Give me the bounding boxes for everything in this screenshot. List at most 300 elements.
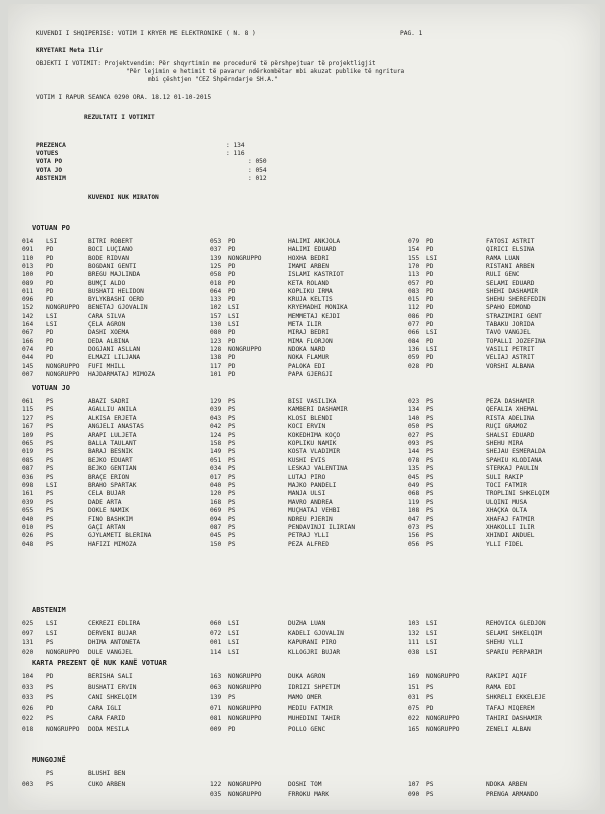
party-code: PD — [46, 279, 54, 287]
party-code: PD — [426, 238, 434, 245]
member-name: SELAMI EDUARD — [486, 279, 535, 287]
member-row — [8, 770, 600, 779]
member-number: 154 — [408, 246, 420, 254]
party-code: PS — [228, 540, 236, 548]
member-name: KOPLIKU IRMA — [288, 287, 333, 295]
party-code: PS — [426, 456, 434, 464]
member-name: MIRAJ BEDRI — [288, 329, 329, 337]
member-number: 072 — [210, 629, 222, 637]
member-number: 043 — [210, 414, 222, 422]
member-number: 018 — [22, 725, 34, 733]
member-number: 090 — [408, 791, 420, 798]
party-code: PS — [426, 414, 434, 422]
member-name: MIMA FLORJON — [288, 337, 333, 345]
member-name: HALIMI EDUARD — [288, 246, 337, 254]
result-label: VOTA PO — [36, 158, 63, 166]
result-label: VOTUES — [36, 150, 59, 158]
party-code: PD — [228, 271, 236, 279]
party-code: PD — [228, 370, 236, 378]
party-code: PS — [426, 406, 434, 414]
member-name: STRAZIMIRI GENT — [486, 312, 542, 320]
member-number: 026 — [22, 532, 34, 540]
party-code: PS — [46, 524, 54, 531]
member-name: KRUJA KELTIS — [288, 296, 333, 304]
party-code: PS — [426, 448, 434, 456]
party-code: PS — [46, 406, 54, 414]
member-number: 155 — [408, 254, 420, 262]
party-code: PD — [228, 329, 236, 337]
party-code: PD — [46, 262, 54, 270]
party-code: PD — [426, 312, 434, 320]
member-name: VASILI PETRIT — [486, 345, 535, 353]
member-name: BERISHA SALI — [88, 673, 133, 680]
member-number: 045 — [408, 473, 420, 481]
member-name: RISTA ADELINA — [486, 414, 535, 422]
party-code: PS — [426, 473, 434, 481]
member-name: PEZA DASHAMIR — [486, 398, 535, 405]
member-number: 109 — [22, 431, 34, 439]
member-number: 025 — [22, 620, 34, 627]
member-name: PAPA GJERGJI — [288, 370, 333, 378]
member-number: 077 — [408, 321, 420, 328]
party-code: PS — [426, 423, 434, 431]
member-name: DEDA ALBINA — [88, 337, 129, 345]
member-number: 125 — [210, 262, 222, 270]
member-number: 010 — [22, 524, 34, 531]
member-name: CELA BUJAR — [88, 490, 126, 498]
result-value: : 050 — [248, 158, 267, 166]
member-name: DODA MESILA — [88, 725, 129, 733]
member-name: REHOVICA GLEDJON — [486, 620, 546, 627]
party-code: PS — [46, 498, 54, 506]
member-row — [8, 781, 600, 790]
member-name: BRAÇE ERION — [88, 473, 129, 481]
member-number: 122 — [210, 780, 222, 788]
member-number: 123 — [210, 337, 222, 345]
member-number: 026 — [22, 704, 34, 712]
member-name: BEJKO GENTIAN — [88, 465, 137, 473]
party-code: LSI — [228, 629, 240, 637]
member-number: 165 — [408, 725, 420, 733]
member-number: 013 — [22, 262, 34, 270]
member-row — [8, 673, 600, 682]
member-number: 108 — [408, 507, 420, 515]
member-name: CANI SHKELQIM — [88, 694, 137, 701]
party-code: PS — [426, 515, 434, 523]
member-number: 051 — [210, 456, 222, 464]
member-number: 031 — [408, 694, 420, 701]
party-code: PS — [228, 473, 236, 481]
member-name: BOCI LUÇIANO — [88, 246, 133, 254]
party-code: PD — [426, 362, 434, 370]
member-number: 091 — [22, 246, 34, 254]
party-code: LSI — [228, 620, 240, 627]
party-code: PD — [46, 254, 54, 262]
party-code: NONGRUPPO — [228, 715, 262, 722]
member-number: 081 — [210, 715, 222, 722]
member-name: FINO BASHKIM — [88, 515, 133, 523]
member-number: 127 — [22, 414, 34, 422]
member-name: XHAÇKA OLTA — [486, 507, 527, 515]
party-code: PS — [228, 524, 236, 531]
party-code: NONGRUPPO — [46, 370, 80, 378]
member-name: ARAPI LULJETA — [88, 431, 137, 439]
party-code: PD — [426, 304, 434, 312]
party-code: PS — [426, 498, 434, 506]
member-name: XHAKOLLI ILIR — [486, 524, 535, 531]
member-name: KOCI ERVIN — [288, 423, 326, 431]
member-row — [8, 791, 600, 800]
outcome-text: KUVENDI NUK MIRATON — [88, 194, 159, 201]
party-code: NONGRUPPO — [228, 791, 262, 798]
member-number: 086 — [408, 312, 420, 320]
member-number: 028 — [408, 362, 420, 370]
party-code: PS — [426, 780, 434, 788]
party-code: NONGRUPPO — [426, 673, 460, 680]
party-code: PS — [46, 694, 54, 701]
member-name: HOXHA BEDRI — [288, 254, 329, 262]
member-number: 059 — [408, 354, 420, 362]
member-name: NDOKA NARD — [288, 345, 326, 353]
result-label: PREZENCA — [36, 142, 66, 149]
member-number: 064 — [210, 287, 222, 295]
member-name: KAMBERI DASHAMIR — [288, 406, 348, 414]
member-number: 115 — [22, 406, 34, 414]
member-number: 074 — [22, 345, 34, 353]
party-code: PD — [46, 704, 54, 712]
party-code: PS — [228, 532, 236, 540]
member-number: 167 — [22, 423, 34, 431]
member-number: 065 — [22, 440, 34, 447]
member-name: SHEHU YLLI — [486, 639, 524, 647]
member-name: BARAJ BESNIK — [88, 448, 133, 456]
member-number: 112 — [408, 304, 420, 312]
member-number: 084 — [408, 337, 420, 345]
member-name: ANGJELI ANASTAS — [88, 423, 144, 431]
member-name: TOPALLI JOZEFINA — [486, 337, 546, 345]
member-name: CARA FARID — [88, 715, 126, 722]
member-name: PENDAVINJI ILIRIAN — [288, 524, 356, 531]
member-number: 152 — [22, 304, 34, 312]
member-name: ULQINI MUSA — [486, 498, 527, 506]
member-number: 033 — [22, 683, 34, 691]
member-number: 144 — [408, 448, 420, 456]
party-code: LSI — [426, 639, 438, 647]
member-name: YLLI FIDEL — [486, 540, 524, 548]
member-number: 045 — [210, 532, 222, 540]
member-name: MEDIU FATMIR — [288, 704, 333, 712]
party-code: PD — [46, 329, 54, 337]
member-number: 001 — [210, 639, 222, 647]
member-name: FATOSI ASTRIT — [486, 238, 535, 245]
party-code: PS — [426, 694, 434, 701]
party-code: PS — [46, 414, 54, 422]
member-name: KOKEDHIMA KOÇO — [288, 431, 341, 439]
member-number: 101 — [210, 370, 222, 378]
member-name: BLUSHI BEN — [88, 770, 126, 777]
member-number: 009 — [210, 725, 222, 733]
member-name: BYLYKBASHI OERD — [88, 296, 144, 304]
member-name: BISI VASILIKA — [288, 398, 337, 405]
party-code: NONGRUPPO — [228, 683, 262, 691]
member-name: TOCI FATMIR — [486, 482, 527, 489]
party-code: PD — [228, 262, 236, 270]
member-name: SHEJAU ESMERALDA — [486, 448, 546, 456]
member-name: BITRI ROBERT — [88, 238, 133, 245]
member-number: 150 — [210, 540, 222, 548]
member-number: 039 — [22, 498, 34, 506]
party-code: PD — [46, 354, 54, 362]
member-row — [8, 649, 600, 658]
party-code: PD — [46, 287, 54, 295]
member-name: SHEHI DASHAMIR — [486, 287, 539, 295]
member-number: 035 — [210, 791, 222, 798]
party-code: PS — [46, 448, 54, 456]
member-row — [8, 639, 600, 648]
member-number: 110 — [22, 254, 34, 262]
member-name: GJYLAMETI BLERINA — [88, 532, 152, 540]
member-number: 094 — [210, 515, 222, 523]
member-number: 102 — [210, 304, 222, 312]
member-name: DERVENI BUJAR — [88, 629, 137, 637]
member-number: 098 — [22, 482, 34, 489]
member-name: GAÇI ARTAN — [88, 524, 126, 531]
result-value: : 054 — [248, 166, 267, 174]
member-name: RAKIPI AQIF — [486, 673, 527, 680]
party-code: LSI — [426, 329, 438, 337]
member-number: 149 — [210, 448, 222, 456]
member-number: 164 — [22, 321, 34, 328]
member-name: IDRIZI SHPETIM — [288, 683, 341, 691]
member-number: 078 — [408, 456, 420, 464]
party-code: NONGRUPPO — [46, 648, 80, 656]
member-name: BODE RIDVAN — [88, 254, 129, 262]
party-code: LSI — [228, 304, 240, 312]
party-code: PS — [46, 770, 54, 777]
party-code: NONGRUPPO — [426, 715, 460, 722]
member-name: BUSHATI HELIDON — [88, 287, 144, 295]
party-code: PS — [228, 398, 236, 405]
result-value: : 134 — [226, 142, 245, 149]
member-number: 130 — [210, 321, 222, 328]
member-name: STERKAJ PAULIN — [486, 465, 539, 473]
member-name: PALOKA EDI — [288, 362, 326, 370]
party-code: LSI — [228, 312, 240, 320]
member-name: SHEHU MIRA — [486, 440, 524, 447]
member-row — [8, 694, 600, 703]
party-code: PS — [426, 465, 434, 473]
member-row — [8, 726, 600, 735]
party-code: PD — [426, 354, 434, 362]
member-name: CUKO ARBEN — [88, 780, 126, 788]
section-title: KARTA PREZENT QË NUK KANË VOTUAR — [32, 659, 167, 667]
vote-record-sheet — [8, 4, 600, 810]
party-code: NONGRUPPO — [46, 725, 80, 733]
member-number: 060 — [210, 620, 222, 627]
member-number: 020 — [22, 648, 34, 656]
member-number: 158 — [210, 440, 222, 447]
party-code: PD — [426, 279, 434, 287]
party-code: PS — [228, 406, 236, 414]
member-name: DOSHI TOM — [288, 780, 322, 788]
party-code: PS — [46, 780, 54, 788]
party-code: PS — [46, 715, 54, 722]
member-name: CARA IGLI — [88, 704, 122, 712]
member-row — [8, 705, 600, 714]
member-name: HAJDARMATAJ MIMOZA — [88, 370, 156, 378]
party-code: PD — [426, 321, 434, 328]
party-code: PD — [426, 271, 434, 279]
member-number: 103 — [408, 620, 420, 627]
member-name: BOGDANI GENTI — [88, 262, 137, 270]
member-number: 042 — [210, 423, 222, 431]
member-number: 128 — [210, 345, 222, 353]
member-number: 049 — [408, 482, 420, 489]
member-number: 022 — [22, 715, 34, 722]
party-code: PD — [228, 362, 236, 370]
member-name: KLOSI BLENDI — [288, 414, 333, 422]
member-number: 133 — [210, 296, 222, 304]
vote-session-line: VOTIM I RAPUR SEANCA 0290 ORA. 18.12 01-10-2015 — [36, 94, 212, 101]
party-code: NONGRUPPO — [228, 704, 262, 712]
party-code: PS — [426, 440, 434, 447]
member-name: KADELI GJOVALIN — [288, 629, 344, 637]
member-number: 120 — [210, 490, 222, 498]
member-name: BRAHO SPARTAK — [88, 482, 137, 489]
member-number: 027 — [408, 431, 420, 439]
member-number: 124 — [210, 431, 222, 439]
party-code: NONGRUPPO — [46, 362, 80, 370]
member-number: 057 — [408, 279, 420, 287]
party-code: PS — [228, 507, 236, 515]
party-code: LSI — [228, 648, 240, 656]
member-number: 073 — [408, 524, 420, 531]
member-name: TROPLINI SHKELQIM — [486, 490, 550, 498]
member-name: KAPURANI PIRO — [288, 639, 337, 647]
member-name: ABAZI SADRI — [88, 398, 129, 405]
member-number: 107 — [408, 780, 420, 788]
member-number: 085 — [22, 456, 34, 464]
party-code: LSI — [46, 482, 58, 489]
party-code: PS — [46, 465, 54, 473]
member-name: FRROKU MARK — [288, 791, 329, 798]
member-name: KRYEMADHI MONIKA — [288, 304, 348, 312]
party-code: PS — [46, 683, 54, 691]
party-code: PD — [426, 296, 434, 304]
party-code: PS — [46, 440, 54, 447]
member-name: POLLO GENC — [288, 725, 326, 733]
result-label: VOTA JO — [36, 166, 63, 174]
member-name: CEKREZI EDLIRA — [88, 620, 141, 627]
member-number: 058 — [210, 271, 222, 279]
party-code: PS — [46, 639, 54, 647]
member-number: 156 — [408, 532, 420, 540]
member-number: 083 — [408, 287, 420, 295]
member-number: 017 — [210, 473, 222, 481]
party-code: PD — [46, 246, 54, 254]
member-number: 011 — [22, 287, 34, 295]
party-code: PD — [228, 287, 236, 295]
party-code: PS — [228, 515, 236, 523]
party-code: NONGRUPPO — [228, 780, 262, 788]
party-code: PS — [46, 423, 54, 431]
member-number: 100 — [22, 271, 34, 279]
member-row — [8, 620, 600, 629]
member-name: HALIMI ANKJOLA — [288, 238, 341, 245]
member-number: 033 — [22, 694, 34, 701]
member-name: SPARIU PERPARIM — [486, 648, 542, 656]
subject-line-2: "Për lejimin e hetimit të pavarur ndërkombëtar mbi akuzat publike të ngritura — [126, 68, 405, 75]
party-code: PD — [228, 296, 236, 304]
member-name: QIRICI ELSINA — [486, 246, 535, 254]
member-number: 053 — [210, 238, 222, 245]
party-code: NONGRUPPO — [228, 345, 262, 353]
party-code: PD — [228, 279, 236, 287]
member-number: 111 — [408, 639, 420, 647]
member-name: KUSHI EVIS — [288, 456, 326, 464]
party-code: PD — [46, 296, 54, 304]
section-title: MUNGOJNË — [32, 756, 66, 764]
party-code: PS — [228, 465, 236, 473]
member-name: VORSHI ALBANA — [486, 362, 535, 370]
member-number: 161 — [22, 490, 34, 498]
party-code: PD — [46, 673, 54, 680]
party-code: PS — [426, 490, 434, 498]
member-name: HAFIZI MIMOZA — [88, 540, 137, 548]
page-number: PAG. 1 — [400, 30, 423, 37]
member-name: BREGU MAJLINDA — [88, 271, 141, 279]
member-name: DADE ARTA — [88, 498, 122, 506]
member-name: CARA SILVA — [88, 312, 126, 320]
party-code: PS — [426, 507, 434, 515]
member-number: 037 — [210, 246, 222, 254]
member-number: 040 — [22, 515, 34, 523]
member-number: 140 — [408, 414, 420, 422]
party-code: PS — [46, 515, 54, 523]
member-name: SULI RAKIP — [486, 473, 524, 481]
member-number: 050 — [408, 423, 420, 431]
member-name: RAMA EDI — [486, 683, 516, 691]
party-code: PS — [426, 431, 434, 439]
party-code: PS — [228, 414, 236, 422]
member-number: 067 — [22, 329, 34, 337]
party-code: LSI — [426, 648, 438, 656]
member-number: 136 — [408, 345, 420, 353]
member-name: DULE VANGJEL — [88, 648, 133, 656]
member-number: 007 — [22, 370, 34, 378]
party-code: NONGRUPPO — [426, 725, 460, 733]
member-name: MANJA ULSI — [288, 490, 326, 498]
party-code: LSI — [228, 639, 240, 647]
member-name: BEJKO EDUART — [88, 456, 133, 464]
party-code: PD — [228, 238, 236, 245]
member-name: BENETAJ GJOVALIN — [88, 304, 148, 312]
party-code: PD — [228, 725, 236, 733]
member-number: 055 — [22, 507, 34, 515]
party-code: LSI — [426, 345, 438, 353]
subject-line-1: OBJEKTI I VOTIMIT: Projektvendim: Për shqyrtimin me procedurë të përshpejtuar të projektligjit — [36, 60, 376, 67]
member-name: SHKRELI EKKELEJE — [486, 694, 546, 701]
member-number: 089 — [22, 279, 34, 287]
member-name: KLLOGJRI BUJAR — [288, 648, 341, 656]
member-number: 066 — [408, 329, 420, 337]
member-name: LUTAJ PIRO — [288, 473, 326, 481]
member-name: ELMAZI LILJANA — [88, 354, 141, 362]
member-name: TAVO VANGJEL — [486, 329, 531, 337]
member-number: 131 — [22, 639, 34, 647]
party-code: PD — [426, 337, 434, 345]
party-code: PD — [228, 337, 236, 345]
